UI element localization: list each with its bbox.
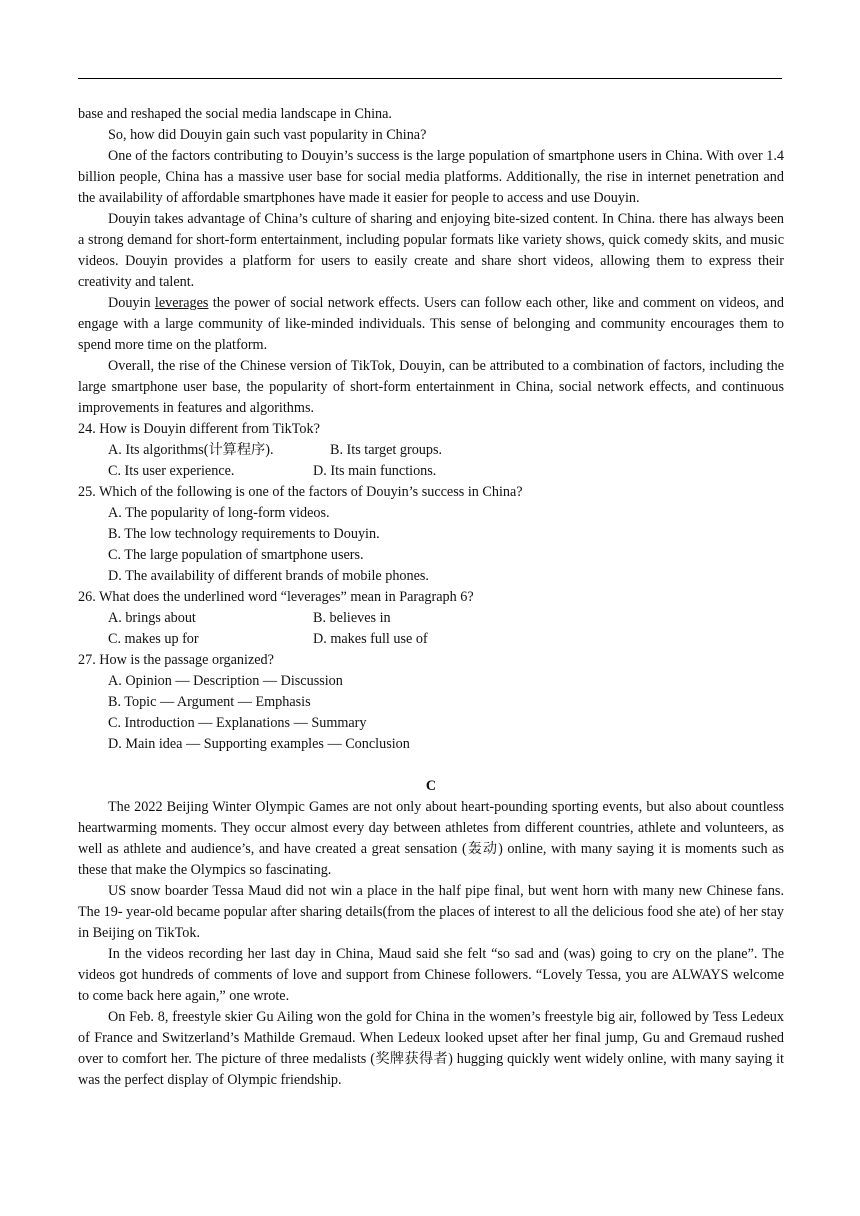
question-25-option-a: A. The popularity of long-form videos. xyxy=(108,505,330,521)
paragraph-b4 xyxy=(78,293,784,356)
question-27 xyxy=(78,650,784,755)
question-26-option-b: B. believes in xyxy=(313,610,391,626)
question-24-option-a: A. Its algorithms(计算程序). xyxy=(108,442,274,458)
paragraph-b1: So, how did Douyin gain such vast popularity in China? xyxy=(108,127,427,143)
paragraph-b4-start: Douyin xyxy=(108,295,155,311)
paragraph-c3: In the videos recording her last day in China, Maud said she felt “so sad and (was) going to cry on the plane”. The videos got hundreds of comments of love and support from Chinese followers. “Lovely Tessa, you are ALWAYS welcome to come back here again,” one wrote. xyxy=(78,946,784,1004)
question-27-option-a: A. Opinion — Description — Discussion xyxy=(108,673,343,689)
paragraph-b0: base and reshaped the social media landscape in China. xyxy=(78,106,392,122)
paragraph-c4: On Feb. 8, freestyle skier Gu Ailing won the gold for China in the women’s freestyle big air, followed by Tess Ledeux of France and Switzerland’s Mathilde Gremaud. When Ledeux looked upset after her final jump, Gu and Gremaud rushed over to comfort her. The picture of three medalists (奖牌获得者) hugging quickly went widely online, with many saying it was the perfect display of Olympic friendship. xyxy=(78,1009,784,1088)
header-rule xyxy=(78,78,782,79)
document-page xyxy=(78,104,784,1091)
question-24-stem: 24. How is Douyin different from TikTok? xyxy=(78,421,320,437)
question-27-stem: 27. How is the passage organized? xyxy=(78,652,274,668)
question-26-option-a: A. brings about xyxy=(108,610,196,626)
paragraph-b4-rest: the power of social network effects. Users can follow each other, like and comment on videos, and engage with a large community of like-minded individuals. This sense of belonging and community encourages them to spend more time on the platform. xyxy=(78,295,785,353)
question-26 xyxy=(78,587,784,650)
question-25-option-d: D. The availability of different brands of mobile phones. xyxy=(108,568,429,584)
question-25-stem: 25. Which of the following is one of the factors of Douyin’s success in China? xyxy=(78,484,523,500)
question-26-option-d: D. makes full use of xyxy=(313,631,428,647)
question-25 xyxy=(78,482,784,587)
question-24-option-d: D. Its main functions. xyxy=(313,463,437,479)
question-27-option-c: C. Introduction — Explanations — Summary xyxy=(108,715,367,731)
question-25-option-b: B. The low technology requirements to Douyin. xyxy=(108,526,380,542)
question-26-stem: 26. What does the underlined word “leverages” mean in Paragraph 6? xyxy=(78,589,474,605)
question-27-option-b: B. Topic — Argument — Emphasis xyxy=(108,694,311,710)
question-27-option-d: D. Main idea — Supporting examples — Conclusion xyxy=(108,736,410,752)
question-26-option-c: C. makes up for xyxy=(108,631,199,647)
paragraph-b3: Douyin takes advantage of China’s culture of sharing and enjoying bite-sized content. In China. there has always been a strong demand for short-form entertainment, including popular formats like variety shows, quick comedy skits, and music videos. Douyin provides a platform for users to easily create and share short videos, allowing them to express their creativity and talent. xyxy=(78,211,784,290)
paragraph-b5: Overall, the rise of the Chinese version of TikTok, Douyin, can be attributed to a combination of factors, including the large smartphone user base, the popularity of short-form entertainment in China, social network effects, and continuous improvements in features and algorithms. xyxy=(78,358,784,416)
paragraph-c2: US snow boarder Tessa Maud did not win a place in the half pipe final, but went horn with many new Chinese fans. The 19- year-old became popular after sharing details(from the places of interest to all the delicious food she ate) of her stay in Beijing on TikTok. xyxy=(78,883,784,941)
question-24-option-b: B. Its target groups. xyxy=(330,442,443,458)
underlined-word-leverages: leverages xyxy=(154,295,209,311)
question-24-option-c: C. Its user experience. xyxy=(108,463,235,479)
section-heading-c: C xyxy=(425,778,437,794)
question-25-option-c: C. The large population of smartphone users. xyxy=(108,547,364,563)
paragraph-c1: The 2022 Beijing Winter Olympic Games are not only about heart-pounding sporting events, but also about countless heartwarming moments. They occur almost every day between athletes from different countries, athlete and volunteers, as well as athlete and audience’s, and have created a great sensation (轰动) online, with many saying it is moments such as these that make the Olympics so fascinating. xyxy=(78,799,784,878)
question-24 xyxy=(78,419,784,482)
paragraph-b2: One of the factors contributing to Douyin’s success is the large population of smartphone users in China. With over 1.4 billion people, China has a massive user base for social media platforms. Additionally, the rise in internet penetration and the availability of affordable smartphones have made it easier for people to access and use Douyin. xyxy=(78,148,784,206)
